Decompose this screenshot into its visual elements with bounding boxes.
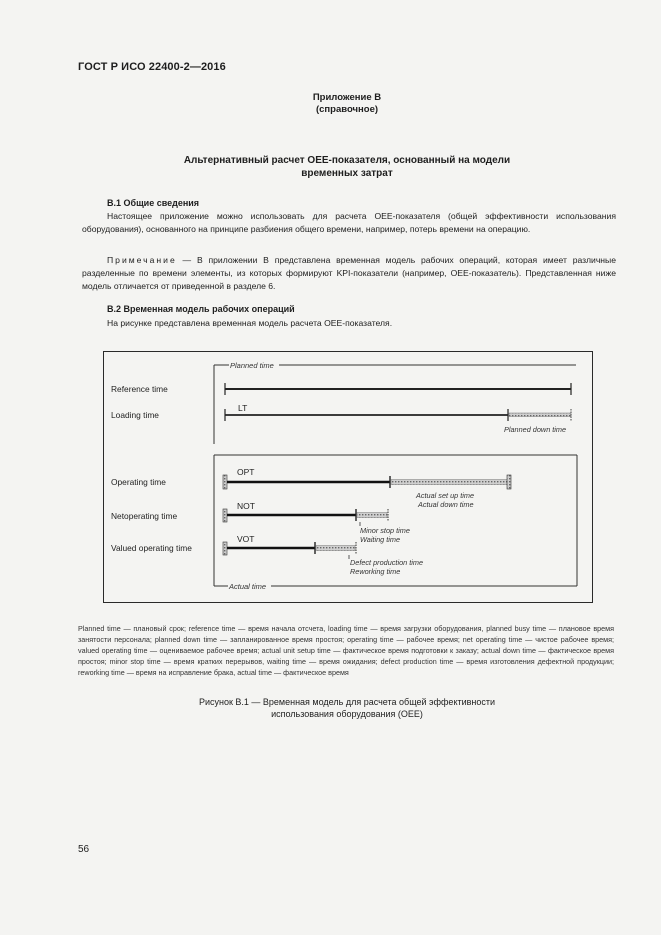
- planned-time-label: Planned time: [230, 361, 274, 370]
- reworking-time-label: Reworking time: [350, 567, 401, 576]
- actual-setup-time-label: Actual set up time: [416, 491, 474, 500]
- defect-production-time-label: Defect production time: [350, 558, 424, 567]
- section-2-paragraph: На рисунке представлена временная модель расчета ОЕЕ-показателя.: [107, 318, 393, 328]
- row-label-operating: Operating time: [111, 477, 166, 487]
- defect-reworking-bar: [316, 542, 423, 576]
- waiting-time-label: Waiting time: [360, 535, 401, 544]
- appendix-subtitle: (справочное): [315, 104, 379, 115]
- time-model-diagram: [104, 352, 592, 602]
- appendix-title: Приложение В: [312, 92, 382, 103]
- page-number: 56: [78, 844, 90, 855]
- not-label: NOT: [237, 501, 255, 511]
- lt-label: LT: [238, 403, 248, 413]
- row-label-reference: Reference time: [111, 384, 168, 394]
- note-label: Примечание: [107, 255, 177, 265]
- netoperating-time-bar: [223, 501, 356, 522]
- time-model-figure: [103, 351, 593, 603]
- caption-line-1: Рисунок В.1 — Временная модель для расчета общей эффективности: [198, 697, 496, 707]
- caption-line-2: использования оборудования (ОЕЕ): [271, 709, 423, 719]
- planned-down-time-label: Planned down time: [504, 425, 567, 434]
- section-1-heading: В.1 Общие сведения: [107, 198, 200, 208]
- section-1-note: [82, 254, 616, 293]
- planned-down-time-bar: [504, 409, 571, 434]
- main-title-line-1: Альтернативный расчет ОЕЕ-показателя, основанный на модели: [183, 155, 511, 166]
- reference-time-bar: [225, 383, 571, 395]
- opt-label: OPT: [237, 467, 255, 477]
- minor-stop-waiting-bar: [357, 509, 410, 544]
- figure-caption: [0, 696, 661, 720]
- vot-label: VOT: [237, 534, 255, 544]
- row-label-loading: Loading time: [111, 410, 159, 420]
- loading-time-bar: [225, 403, 508, 421]
- operating-time-bar: [223, 467, 390, 489]
- document-header: ГОСТ Р ИСО 22400-2—2016: [78, 61, 226, 73]
- main-title: [0, 154, 661, 180]
- note-text: — В приложении В представлена временная модель рабочих операций, которая имеет различные разделенные по времени элементы, из которых формируют KPI-показатели (например, ОЕЕ-показатель). Представленная ниже модель отличается от приведенной в разделе 6.: [82, 255, 616, 291]
- valued-operating-time-bar: [223, 534, 315, 555]
- section-1-paragraph: Настоящее приложение можно использовать для расчета ОЕЕ-показателя (общей эффективности использования оборудования), основанного на принципе разбиения общего времени, например, потерь времени на операцию.: [82, 211, 616, 234]
- actual-setup-down-bar: [391, 475, 511, 509]
- row-label-valued: Valued operating time: [111, 543, 192, 553]
- appendix-heading: [0, 92, 661, 116]
- main-title-line-2: временных затрат: [301, 168, 393, 179]
- row-label-netoperating: Netoperating time: [111, 511, 178, 521]
- section-2-heading: В.2 Временная модель рабочих операций: [107, 304, 295, 314]
- figure-legend: Planned time — плановый срок; reference time — время начала отсчета, loading time — время загрузки оборудования, planned busy time — плановое время занятости персонала; planned down time — запланированное время простоя; operating time — рабочее время; net operating time — чистое рабочее время; valued operating time — оцениваемое рабочее время; actual unit setup time — фактическое время подготовки к заказу; actual down time — фактическое время простоя; minor stop time — время кратких перерывов, waiting time — время ожидания; defect production time — время изготовления дефектной продукции; reworking time — время на исправление брака, actual time — фактическое время: [78, 624, 614, 677]
- actual-time-label: Actual time: [229, 582, 267, 591]
- actual-down-time-label: Actual down time: [418, 500, 474, 509]
- minor-stop-time-label: Minor stop time: [360, 526, 410, 535]
